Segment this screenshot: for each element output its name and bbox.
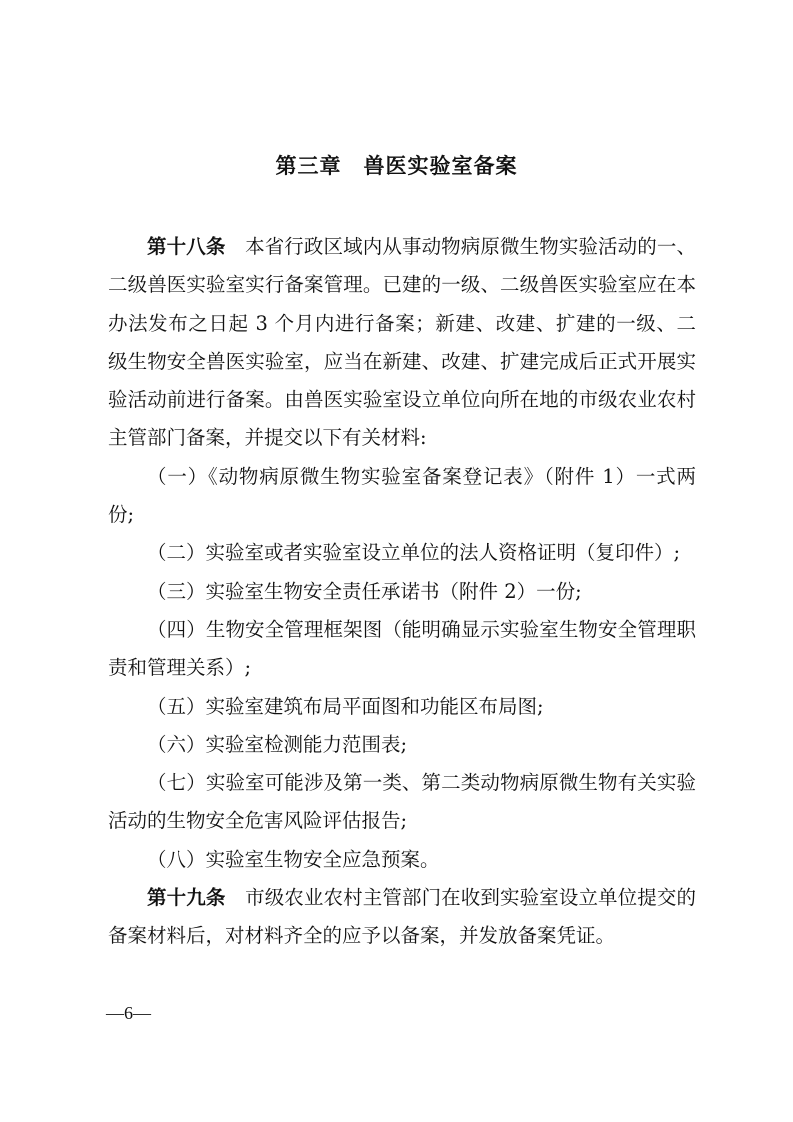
document-body [108,228,696,956]
article-19-number: 第十九条 [147,886,226,910]
article-19-paragraph [108,879,696,956]
article-18-item-5: （五）实验室建筑布局平面图和功能区布局图; [147,694,544,718]
article-19-text: 市级农业农村主管部门在收到实验室设立单位提交的备案材料后，对材料齐全的应予以备案，并发放备案凭证。 [108,886,696,948]
article-18-paragraph [108,228,696,458]
article-18-number: 第十八条 [147,235,226,258]
page-number: —6— [106,1003,151,1023]
article-18-item-7: （七）实验室可能涉及第一类、第二类动物病原微生物有关实验活动的生物安全危害风险评估报告; [108,771,696,833]
article-18-item-8: （八）实验室生物安全应急预案。 [147,847,440,871]
article-18-item-6: （六）实验室检测能力范围表; [147,732,408,756]
article-18-item-3: （三）实验室生物安全责任承诺书（附件 2）一份; [147,579,582,603]
article-18-item-2: （二）实验室或者实验室设立单位的法人资格证明（复印件）; [147,541,681,565]
chapter-title: 第三章 兽医实验室备案 [275,154,518,178]
article-18-text: 本省行政区域内从事动物病原微生物实验活动的一、二级兽医实验室实行备案管理。已建的一级、二级兽医实验室应在本办法发布之日起 3 个月内进行备案；新建、改建、扩建的一级、二级生物安全兽医实验室，应当在新建、改建、扩建完成后正式开展实验活动前进行备案。由兽医实验室设立单位向所在地的市级农业农村主管部门备案，并提交以下有关材料: [108,235,696,450]
article-18-item-4: （四）生物安全管理框架图（能明确显示实验室生物安全管理职责和管理关系）; [108,617,696,680]
article-18-item-1: （一）《动物病原微生物实验室备案登记表》（附件 1）一式两份; [108,464,696,527]
